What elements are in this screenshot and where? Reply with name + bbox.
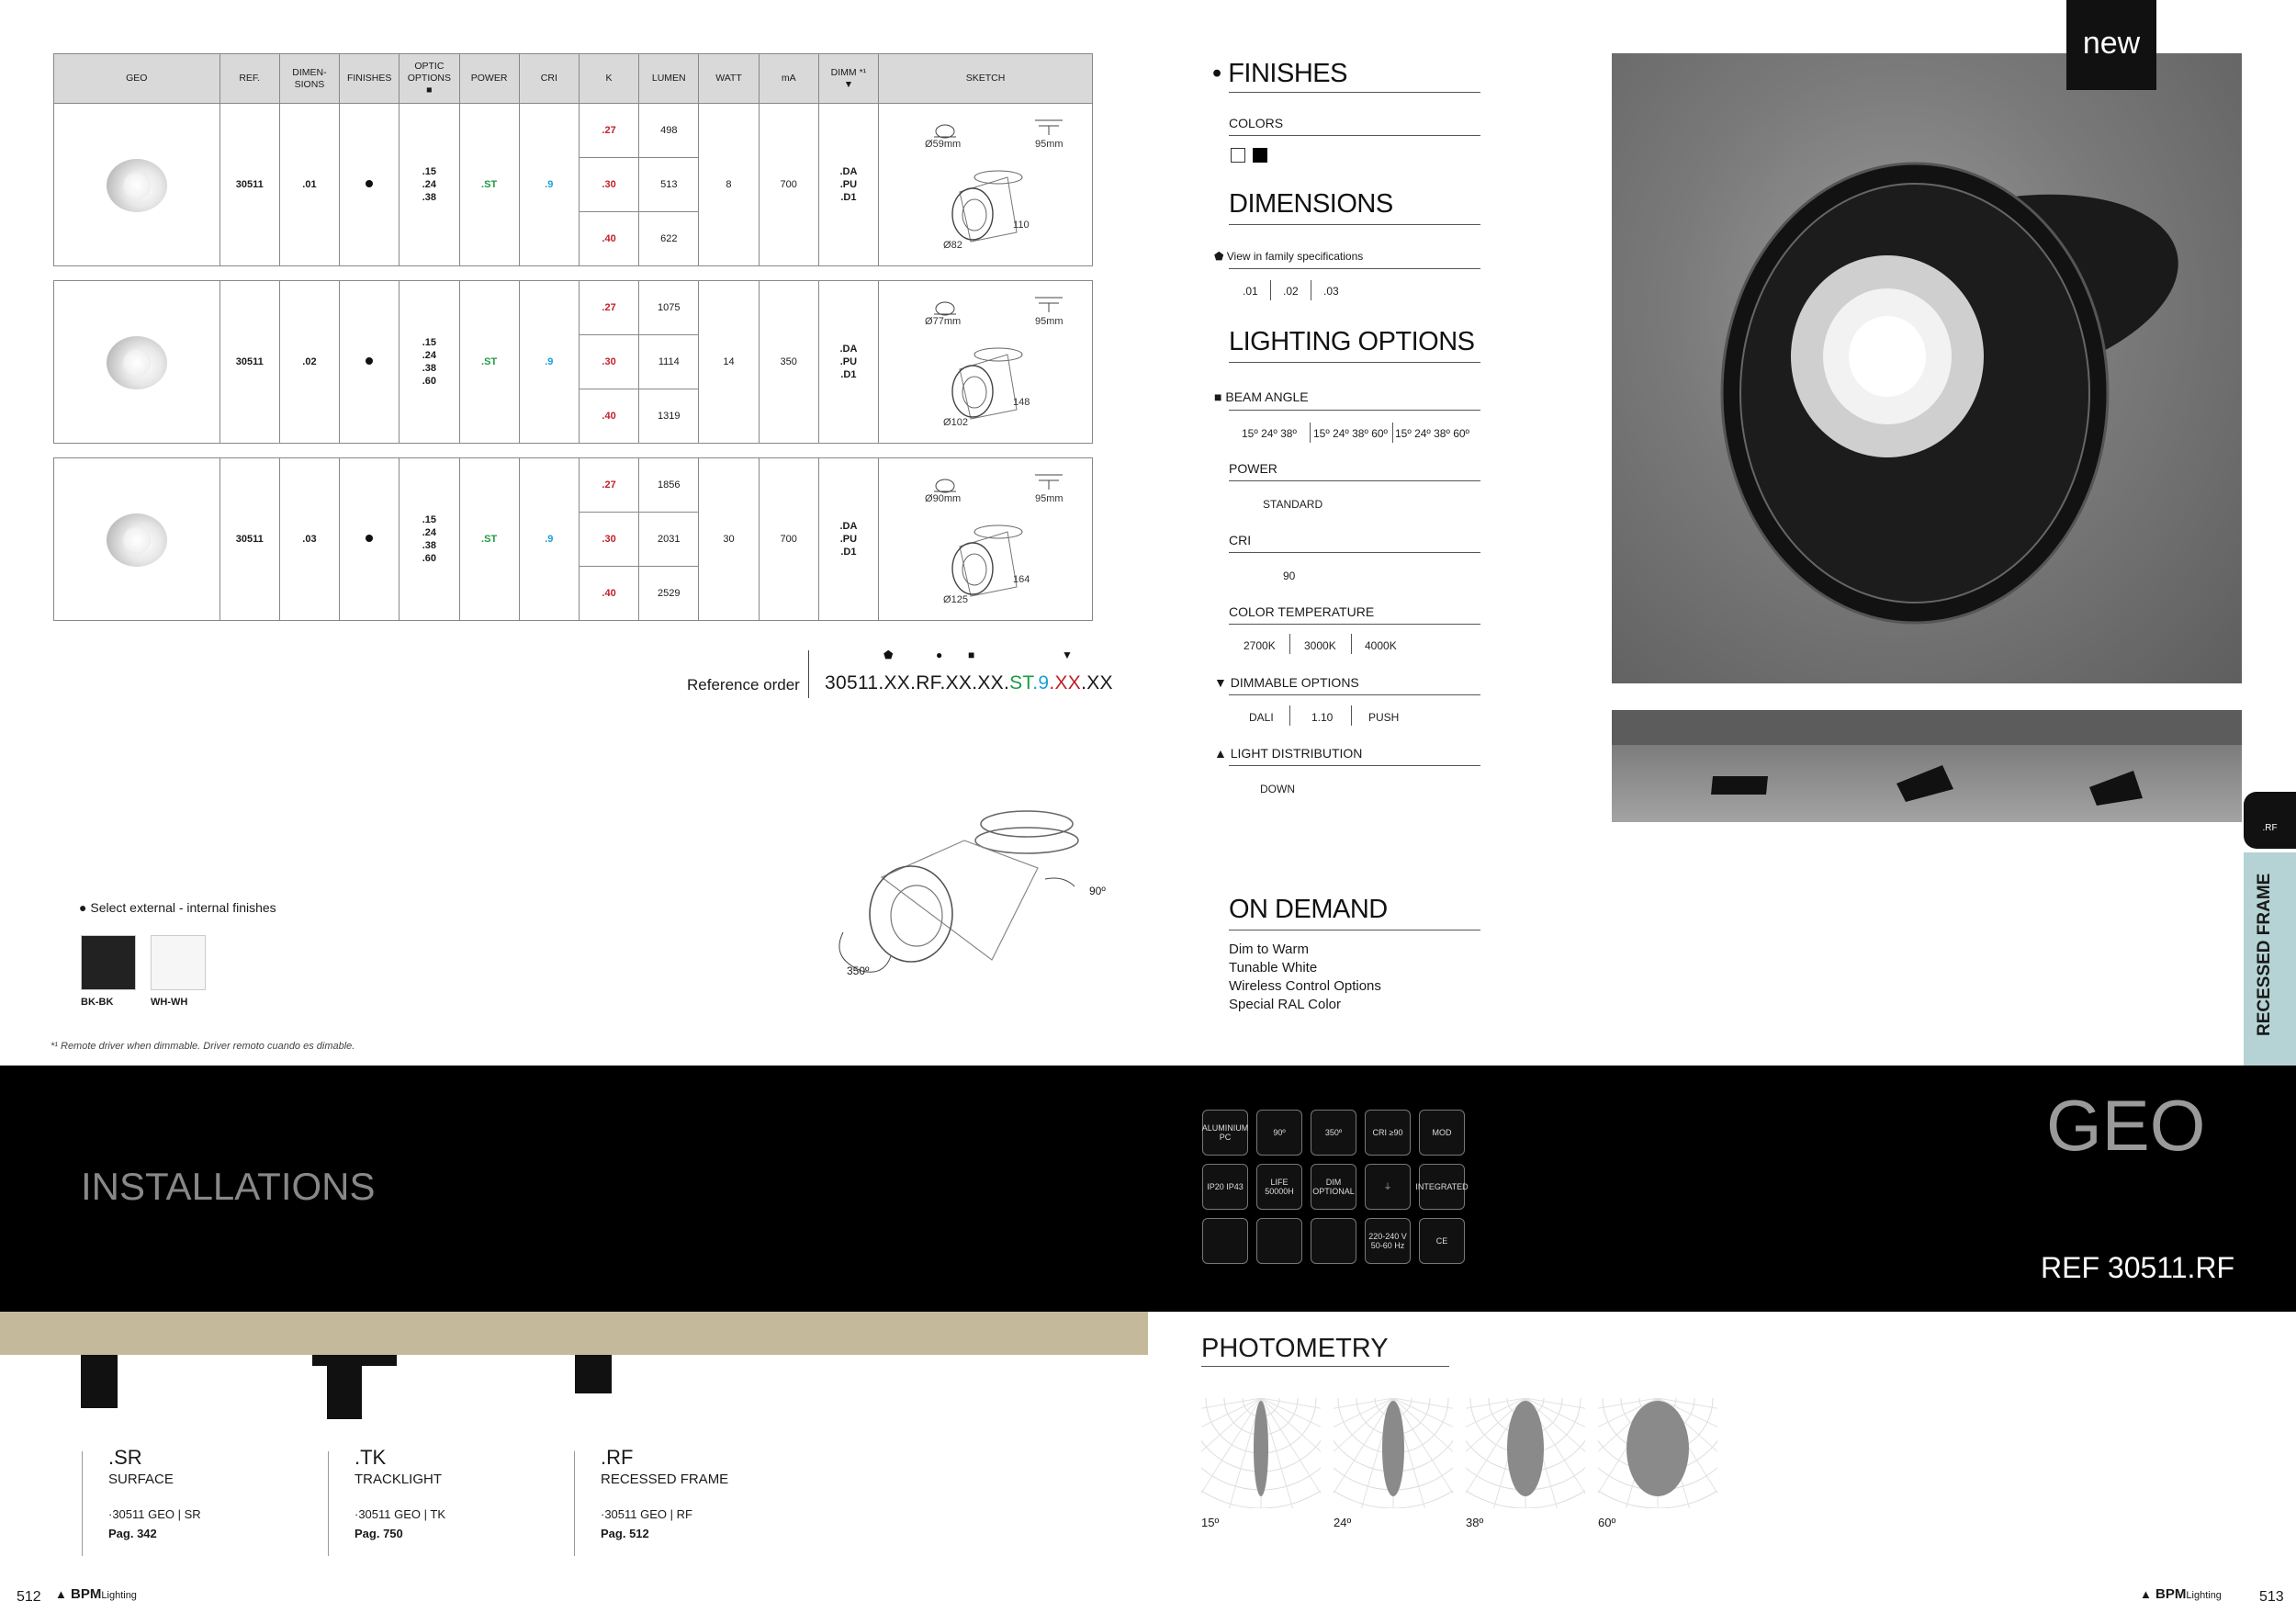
track-thumb (327, 1366, 362, 1419)
photometry-angle-label: 60º (1598, 1516, 1616, 1529)
sketch-drawing (879, 104, 1092, 265)
ref-cell: 30511 (219, 104, 279, 266)
sketch-diameter-label: Ø90mm (925, 493, 962, 504)
page-number-right: 513 (2259, 1589, 2284, 1605)
install-link[interactable]: ·30511 GEO | TK (355, 1507, 445, 1521)
table-row (54, 458, 1093, 513)
lumen-cell: 1075 (639, 281, 699, 335)
ct-option: 3000K (1304, 639, 1336, 652)
cri-option: 90 (1283, 570, 1296, 582)
product-thumb-cell (54, 104, 220, 266)
product-thumbnail (96, 329, 178, 395)
cell-value: .D1 (840, 369, 857, 380)
dot-marker-icon: ● (936, 648, 943, 661)
sketch-depth-label: 95mm (1035, 316, 1064, 327)
photometry-angle-label: 24º (1334, 1516, 1352, 1529)
light-distribution-label: ▲ LIGHT DISTRIBUTION (1214, 746, 1363, 761)
install-sr[interactable] (108, 1446, 201, 1540)
lighting-options-title: LIGHTING OPTIONS (1229, 327, 1475, 356)
view-family-note: ⬟ View in family specifications (1214, 250, 1364, 263)
product-reference: REF 30511.RF (2041, 1251, 2235, 1284)
optics-cell (400, 458, 459, 621)
lumen-cell: 2031 (639, 513, 699, 567)
cell-value: .60 (422, 376, 437, 387)
k-cell: .40 (579, 212, 638, 266)
feature-icon (1256, 1218, 1302, 1264)
install-name: TRACKLIGHT (355, 1472, 443, 1487)
power-cell: .ST (459, 104, 519, 266)
track-rail (312, 1355, 397, 1366)
install-ref: .TK (355, 1446, 387, 1469)
dimmable-options-label: ▼ DIMMABLE OPTIONS (1214, 675, 1359, 690)
lumen-cell: 513 (639, 158, 699, 212)
divider (808, 650, 809, 698)
power-option: STANDARD (1263, 498, 1323, 511)
cri-cell: .9 (519, 281, 579, 444)
lumen-cell: 2529 (639, 567, 699, 621)
feature-icon: CRI ≥90 (1365, 1110, 1411, 1156)
feature-icon (1311, 1218, 1356, 1264)
dim-option: .02 (1283, 285, 1299, 298)
feature-icon: CE (1419, 1218, 1465, 1264)
cell-value: .15 (422, 514, 437, 525)
k-cell: .27 (579, 104, 638, 158)
triangle-marker-icon: ▼ (1062, 648, 1073, 661)
sketch-cutout-label: Ø82 (943, 240, 962, 251)
sketch-cell (879, 458, 1093, 621)
feature-icon: ALUMINIUM PC (1202, 1110, 1248, 1156)
th-dimm: DIMM *¹ ▼ (818, 54, 878, 104)
th-power: POWER (459, 54, 519, 104)
brand-logo-right: ▲ BPMLighting (2140, 1586, 2222, 1602)
install-rf[interactable] (601, 1446, 728, 1540)
colors-label: COLORS (1229, 116, 1284, 130)
product-thumb-cell (54, 458, 220, 621)
th-optic: OPTIC OPTIONS ■ (400, 54, 459, 104)
install-page: Pag. 342 (108, 1527, 157, 1540)
photometry-angle-label: 15º (1201, 1516, 1220, 1529)
photometry-angle-label: 38º (1466, 1516, 1484, 1529)
table-row (54, 104, 1093, 158)
dimm-cell (818, 281, 878, 444)
swatch-bk-bk (81, 935, 136, 990)
dimm-option: PUSH (1368, 711, 1400, 724)
rf-tab: .RF (2244, 792, 2296, 849)
ma-cell: 700 (759, 458, 818, 621)
watt-cell: 30 (699, 458, 759, 621)
footnote: *¹ Remote driver when dimmable. Driver remoto cuando es dimable. (51, 1041, 355, 1052)
installations-title: INSTALLATIONS (81, 1165, 376, 1208)
k-cell: .30 (579, 158, 638, 212)
cell-value: .PU (839, 356, 858, 367)
polar-diagram (1598, 1398, 1717, 1508)
th-cri: CRI (519, 54, 579, 104)
dimm-option: 1.10 (1311, 711, 1334, 724)
k-cell: .40 (579, 389, 638, 444)
sketch-height-label: 110 (1013, 220, 1030, 231)
beam-option: 15º 24º 38º 60º (1313, 427, 1388, 440)
rotation-350-label: 350º (847, 964, 870, 977)
dim-cell: .03 (279, 458, 339, 621)
finishes-title: • FINISHES (1212, 59, 1347, 88)
power-label: POWER (1229, 461, 1277, 476)
cell-value: .DA (839, 344, 858, 355)
recessed-thumb (575, 1355, 612, 1393)
on-demand-title: ON DEMAND (1229, 895, 1388, 924)
lumen-cell: 498 (639, 104, 699, 158)
reference-code: 30511.XX.RF.XX.XX.ST.9.XX.XX (825, 672, 1113, 694)
on-demand-item: Dim to Warm (1229, 942, 1309, 957)
watt-cell: 8 (699, 104, 759, 266)
cri-cell: .9 (519, 458, 579, 621)
sketch-height-label: 164 (1013, 574, 1030, 585)
beam-angle-label: ■ BEAM ANGLE (1214, 389, 1309, 404)
th-ref: REF. (219, 54, 279, 104)
dimm-option: DALI (1249, 711, 1274, 724)
th-finishes: FINISHES (340, 54, 400, 104)
photometry-title: PHOTOMETRY (1201, 1334, 1389, 1363)
dim-cell: .02 (279, 281, 339, 444)
swatch-label: WH-WH (151, 997, 188, 1008)
k-cell: .30 (579, 335, 638, 389)
on-demand-item: Tunable White (1229, 960, 1318, 976)
feature-icon: LIFE 50000H (1256, 1164, 1302, 1210)
on-demand-item: Wireless Control Options (1229, 978, 1381, 994)
lumen-cell: 1114 (639, 335, 699, 389)
th-watt: WATT (699, 54, 759, 104)
sketch-drawing (879, 458, 1092, 620)
th-ma: mA (759, 54, 818, 104)
color-black (1253, 148, 1267, 163)
reference-order-label: Reference order (687, 676, 800, 694)
k-cell: .27 (579, 458, 638, 513)
new-badge: new (2066, 0, 2156, 90)
feature-icon (1202, 1218, 1248, 1264)
install-page: Pag. 512 (601, 1527, 649, 1540)
swatch-wh-wh (151, 935, 206, 990)
feature-icon: MOD (1419, 1110, 1465, 1156)
cell-value: .38 (422, 363, 437, 374)
finish-dot-icon (366, 357, 373, 365)
feature-icon: 350º (1311, 1110, 1356, 1156)
cell-value: .24 (422, 527, 437, 538)
product-name: GEO (2046, 1085, 2206, 1166)
polar-diagram (1466, 1398, 1585, 1508)
sketch-depth-label: 95mm (1035, 493, 1064, 504)
cell-value: .D1 (840, 192, 857, 203)
cri-label: CRI (1229, 533, 1252, 547)
cell-value: .DA (839, 166, 858, 177)
ct-option: 4000K (1365, 639, 1397, 652)
cell-value: .DA (839, 521, 858, 532)
cell-value: .38 (422, 192, 437, 203)
k-cell: .40 (579, 567, 638, 621)
sketch-cell (879, 104, 1093, 266)
product-photo (1612, 53, 2242, 683)
cell-value: .PU (839, 179, 858, 190)
finish-cell (340, 458, 400, 621)
sketch-diameter-label: Ø59mm (925, 139, 962, 150)
install-name: RECESSED FRAME (601, 1472, 729, 1487)
lumen-cell: 622 (639, 212, 699, 266)
install-ref: .RF (601, 1446, 634, 1469)
install-ref: .SR (108, 1446, 142, 1469)
optics-cell (400, 104, 459, 266)
cell-value: .15 (422, 337, 437, 348)
swatch-label: BK-BK (81, 997, 114, 1008)
on-demand-item: Special RAL Color (1229, 997, 1341, 1012)
rotation-90-label: 90º (1089, 885, 1106, 897)
dim-option: .01 (1243, 285, 1258, 298)
th-lumen: LUMEN (639, 54, 699, 104)
square-marker-icon: ■ (968, 648, 975, 661)
feature-icon: ⏚ (1365, 1164, 1411, 1210)
sketch-cell (879, 281, 1093, 444)
cell-value: .38 (422, 540, 437, 551)
th-k: K (579, 54, 638, 104)
finish-cell (340, 104, 400, 266)
dim-cell: .01 (279, 104, 339, 266)
installs-strip (0, 1312, 1148, 1355)
cell-value: .15 (422, 166, 437, 177)
install-link[interactable]: ·30511 GEO | SR (108, 1507, 201, 1521)
beam-option: 15º 24º 38º (1242, 427, 1297, 440)
ct-option: 2700K (1244, 639, 1276, 652)
sketch-depth-label: 95mm (1035, 139, 1064, 150)
lumen-cell: 1319 (639, 389, 699, 444)
rotation-sketch (827, 785, 1130, 997)
beam-option: 15º 24º 38º 60º (1395, 427, 1469, 440)
feature-icon: 220-240 V 50-60 Hz (1365, 1218, 1411, 1264)
feature-icon: IP20 IP43 (1202, 1164, 1248, 1210)
ld-option: DOWN (1260, 783, 1295, 795)
product-thumbnail (96, 152, 178, 218)
ma-cell: 350 (759, 281, 818, 444)
sketch-cutout-label: Ø125 (943, 594, 968, 605)
dim-option: .03 (1323, 285, 1339, 298)
finish-dot-icon (366, 535, 373, 542)
lumen-cell: 1856 (639, 458, 699, 513)
install-name: SURFACE (108, 1472, 174, 1487)
recessed-frame-tab: RECESSED FRAME (2244, 852, 2296, 1066)
color-white (1231, 148, 1245, 163)
th-sketch: SKETCH (879, 54, 1093, 104)
installation-photo (1612, 710, 2242, 822)
feature-icon: 90º (1256, 1110, 1302, 1156)
optics-cell (400, 281, 459, 444)
cell-value: .PU (839, 534, 858, 545)
install-page: Pag. 750 (355, 1527, 403, 1540)
sketch-diameter-label: Ø77mm (925, 316, 962, 327)
ref-cell: 30511 (219, 458, 279, 621)
k-cell: .30 (579, 513, 638, 567)
cell-value: .D1 (840, 547, 857, 558)
pentagon-marker-icon: ⬟ (884, 648, 894, 661)
polar-diagram (1334, 1398, 1453, 1508)
k-cell: .27 (579, 281, 638, 335)
th-dimensions: DIMEN-SIONS (279, 54, 339, 104)
feature-icon: INTEGRATED (1419, 1164, 1465, 1210)
dimm-cell (818, 104, 878, 266)
cri-cell: .9 (519, 104, 579, 266)
dimm-cell (818, 458, 878, 621)
watt-cell: 14 (699, 281, 759, 444)
product-thumbnail (96, 506, 178, 572)
finish-select-note: ● Select external - internal finishes (79, 900, 276, 915)
power-cell: .ST (459, 458, 519, 621)
color-temperature-label: COLOR TEMPERATURE (1229, 604, 1375, 619)
surface-thumb (81, 1355, 118, 1408)
cell-value: .60 (422, 553, 437, 564)
on-demand-list (1229, 941, 1381, 1014)
th-geo: GEO (54, 54, 220, 104)
sketch-height-label: 148 (1013, 397, 1030, 408)
finish-dot-icon (366, 180, 373, 187)
dimensions-title: DIMENSIONS (1229, 189, 1393, 219)
polar-diagram (1201, 1398, 1321, 1508)
spec-table (53, 53, 1093, 621)
ref-cell: 30511 (219, 281, 279, 444)
feature-icon: DIM OPTIONAL (1311, 1164, 1356, 1210)
cell-value: .24 (422, 350, 437, 361)
sketch-cutout-label: Ø102 (943, 417, 968, 428)
finish-cell (340, 281, 400, 444)
install-link[interactable]: ·30511 GEO | RF (601, 1507, 692, 1521)
power-cell: .ST (459, 281, 519, 444)
ma-cell: 700 (759, 104, 818, 266)
cell-value: .24 (422, 179, 437, 190)
brand-logo-left: ▲ BPMLighting (55, 1586, 137, 1602)
product-thumb-cell (54, 281, 220, 444)
sketch-drawing (879, 281, 1092, 443)
page-number-left: 512 (17, 1589, 41, 1605)
install-tk[interactable] (355, 1446, 445, 1540)
table-row (54, 281, 1093, 335)
